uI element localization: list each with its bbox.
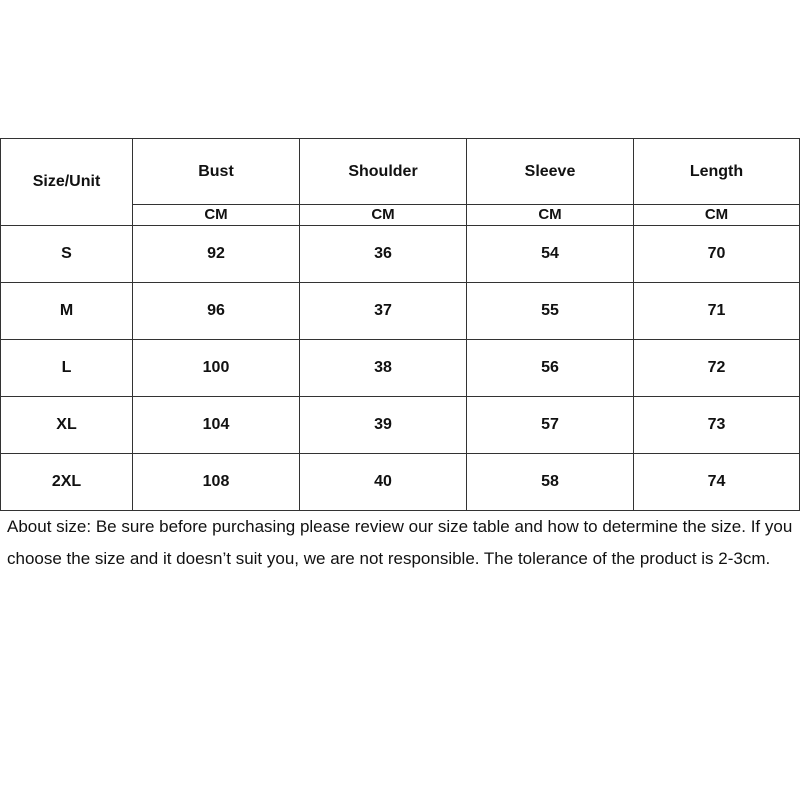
header-row xyxy=(1,139,800,205)
table-row-2xl xyxy=(1,454,800,511)
size-chart xyxy=(0,138,800,511)
sleeve-value: 54 xyxy=(467,226,634,283)
bust-value: 108 xyxy=(133,454,300,511)
sleeve-value: 57 xyxy=(467,397,634,454)
length-value: 70 xyxy=(634,226,800,283)
bust-value: 104 xyxy=(133,397,300,454)
shoulder-value: 38 xyxy=(300,340,467,397)
size-unit-header: Size/Unit xyxy=(1,139,133,226)
sleeve-value: 58 xyxy=(467,454,634,511)
shoulder-value: 40 xyxy=(300,454,467,511)
length-value: 71 xyxy=(634,283,800,340)
table-row-l xyxy=(1,340,800,397)
bust-value: 96 xyxy=(133,283,300,340)
size-label: XL xyxy=(1,397,133,454)
length-value: 72 xyxy=(634,340,800,397)
unit-cell-shoulder: CM xyxy=(300,205,467,226)
bust-value: 100 xyxy=(133,340,300,397)
shoulder-value: 37 xyxy=(300,283,467,340)
table-row-s xyxy=(1,226,800,283)
size-table xyxy=(0,138,800,511)
length-value: 73 xyxy=(634,397,800,454)
sleeve-value: 56 xyxy=(467,340,634,397)
column-header-bust: Bust xyxy=(133,139,300,205)
column-header-length: Length xyxy=(634,139,800,205)
column-header-sleeve: Sleeve xyxy=(467,139,634,205)
shoulder-value: 39 xyxy=(300,397,467,454)
size-label: L xyxy=(1,340,133,397)
size-label: 2XL xyxy=(1,454,133,511)
unit-cell-length: CM xyxy=(634,205,800,226)
length-value: 74 xyxy=(634,454,800,511)
size-disclaimer: About size: Be sure before purchasing please review our size table and how to determine the size. If you choose the size and it doesn’t suit you, we are not responsible. The tolerance of the product is 2-3cm. xyxy=(7,517,793,568)
bust-value: 92 xyxy=(133,226,300,283)
shoulder-value: 36 xyxy=(300,226,467,283)
sleeve-value: 55 xyxy=(467,283,634,340)
column-header-shoulder: Shoulder xyxy=(300,139,467,205)
size-label: S xyxy=(1,226,133,283)
table-row-xl xyxy=(1,397,800,454)
unit-cell-sleeve: CM xyxy=(467,205,634,226)
unit-cell-bust: CM xyxy=(133,205,300,226)
size-label: M xyxy=(1,283,133,340)
table-row-m xyxy=(1,283,800,340)
